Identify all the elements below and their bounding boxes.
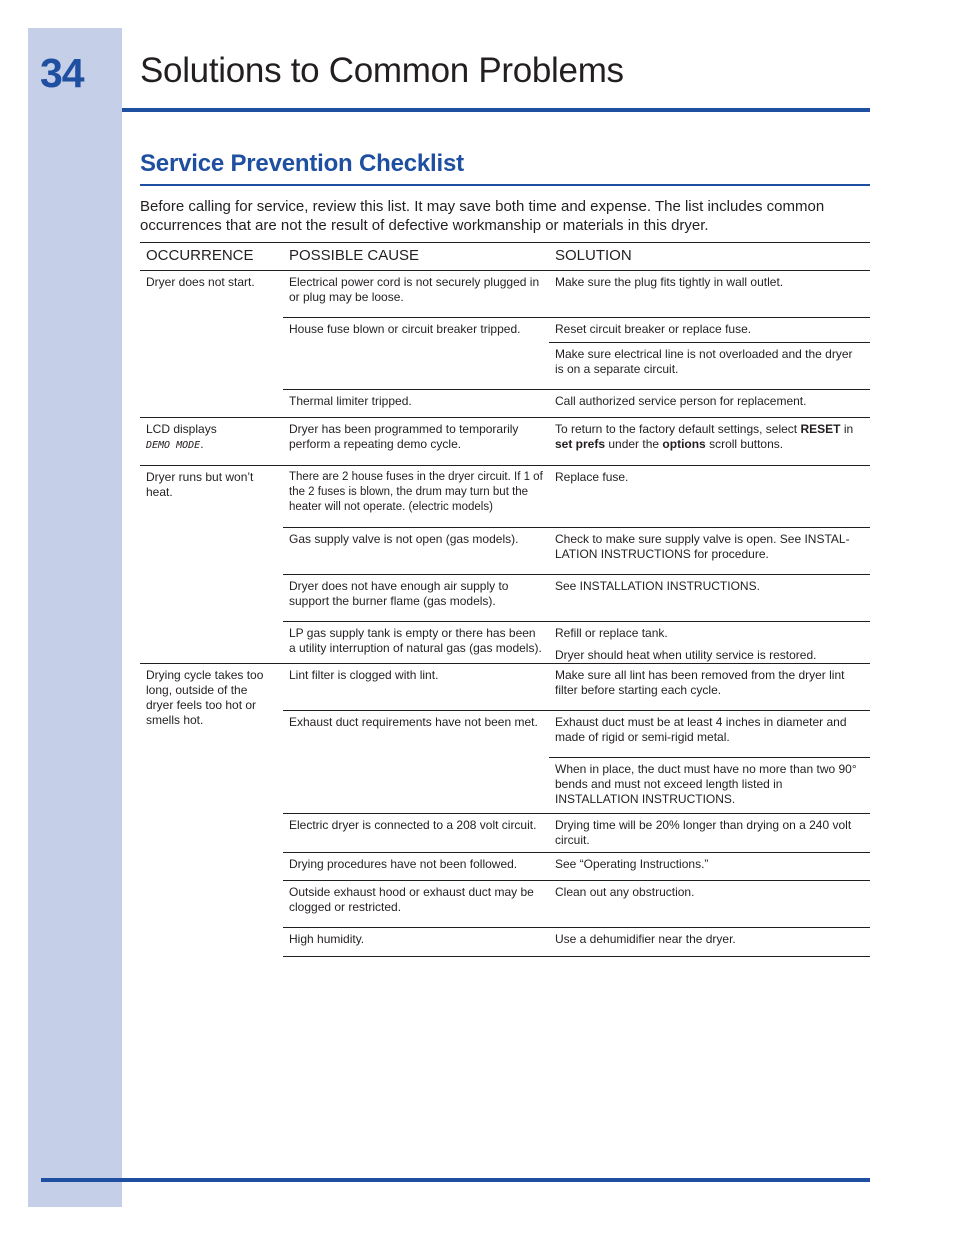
set-prefs-keyword: set prefs — [555, 437, 606, 451]
solution-text: in — [840, 422, 854, 436]
table-row — [140, 271, 870, 318]
solution-cell: Make sure electrical line is not overloaded and the dryer is on a separate circuit. — [549, 343, 870, 390]
cause-cell: There are 2 house fuses in the dryer circuit. If 1 of the 2 fuses is blown, the drum may turn but the heater will not operate. (electric models) — [283, 466, 549, 528]
solution-cell — [549, 622, 870, 664]
table-row — [140, 466, 870, 528]
cause-cell: High humidity. — [283, 928, 549, 957]
occurrence-cell: Dryer runs but won’t heat. — [140, 466, 283, 664]
page-title: Solutions to Common Problems — [140, 51, 624, 90]
solution-cell: See “Operating Instructions.” — [549, 853, 870, 881]
cause-cell: Drying procedures have not been followed. — [283, 853, 549, 881]
occurrence-text: LCD displays — [146, 422, 217, 436]
cause-cell: Exhaust duct requirements have not been met. — [283, 711, 549, 814]
intro-paragraph — [140, 197, 870, 235]
solution-text: Refill or replace tank. — [555, 626, 668, 640]
cause-cell: LP gas supply tank is empty or there has been a utility interruption of natural gas (gas models). — [283, 622, 549, 664]
solution-text: Dryer should heat when utility service is restored. — [555, 648, 817, 662]
occurrence-cell: Dryer does not start. — [140, 271, 283, 418]
side-band — [28, 28, 122, 1207]
solution-cell: Check to make sure supply valve is open. See INSTAL-LATION INSTRUCTIONS for procedure. — [549, 528, 870, 575]
solution-cell: Make sure the plug fits tightly in wall outlet. — [549, 271, 870, 318]
reset-keyword: RESET — [800, 422, 841, 436]
cause-cell: Dryer does not have enough air supply to support the burner flame (gas models). — [283, 575, 549, 622]
cause-cell: Thermal limiter tripped. — [283, 390, 549, 418]
solution-cell: Drying time will be 20% longer than drying on a 240 volt circuit. — [549, 814, 870, 853]
page-number: 34 — [40, 50, 84, 96]
occurrence-period: . — [200, 437, 204, 451]
solution-cell: See INSTALLATION INSTRUCTIONS. — [549, 575, 870, 622]
table-header-row — [140, 243, 870, 271]
solution-cell: Exhaust duct must be at least 4 inches in diameter and made of rigid or semi-rigid metal. — [549, 711, 870, 758]
cause-cell: Electrical power cord is not securely plugged in or plug may be loose. — [283, 271, 549, 318]
section-rule — [140, 184, 870, 186]
cause-cell: Gas supply valve is not open (gas models). — [283, 528, 549, 575]
solution-text: scroll buttons. — [705, 437, 784, 451]
cause-cell: Lint filter is clogged with lint. — [283, 664, 549, 711]
solution-cell: Make sure all lint has been removed from the dryer lint filter before starting each cycle. — [549, 664, 870, 711]
solution-cell: Reset circuit breaker or replace fuse. — [549, 318, 870, 343]
solution-cell: Replace fuse. — [549, 466, 870, 528]
title-rule — [122, 108, 870, 112]
options-keyword: options — [662, 437, 706, 451]
solution-cell: Use a dehumidifier near the dryer. — [549, 928, 870, 957]
solution-cell — [549, 418, 870, 466]
solution-cell: When in place, the duct must have no more than two 90° bends and must not exceed length listed in INSTALLATION INSTRUCTIONS. — [549, 758, 870, 814]
solution-text: under the — [605, 437, 663, 451]
solution-cell: Clean out any obstruction. — [549, 881, 870, 928]
intro-text: Before calling for service, review this list. It may save both time and expense. The list includes common occurrences that are not the result of defective workmanship or materials in this dryer. — [140, 198, 825, 234]
occurrence-cell: Drying cycle takes too long, outside of the dryer feels too hot or smells hot. — [140, 664, 283, 957]
solution-cell: Call authorized service person for replacement. — [549, 390, 870, 418]
header-possible-cause: POSSIBLE CAUSE — [283, 243, 549, 271]
solution-text: To return to the factory default settings, select — [555, 422, 801, 436]
section-title: Service Prevention Checklist — [140, 150, 464, 177]
header-solution: SOLUTION — [549, 243, 870, 271]
cause-cell: House fuse blown or circuit breaker tripped. — [283, 318, 549, 390]
cause-cell: Dryer has been programmed to temporarily perform a repeating demo cycle. — [283, 418, 549, 466]
footer-rule — [41, 1178, 870, 1182]
demo-mode-display: DEMO MODE — [146, 440, 201, 451]
cause-cell: Electric dryer is connected to a 208 volt circuit. — [283, 814, 549, 853]
table-row — [140, 664, 870, 711]
cause-cell: Outside exhaust hood or exhaust duct may be clogged or restricted. — [283, 881, 549, 928]
header-occurrence: OCCURRENCE — [140, 243, 283, 271]
occurrence-cell — [140, 418, 283, 466]
service-checklist-table — [140, 242, 870, 957]
table-row — [140, 418, 870, 466]
